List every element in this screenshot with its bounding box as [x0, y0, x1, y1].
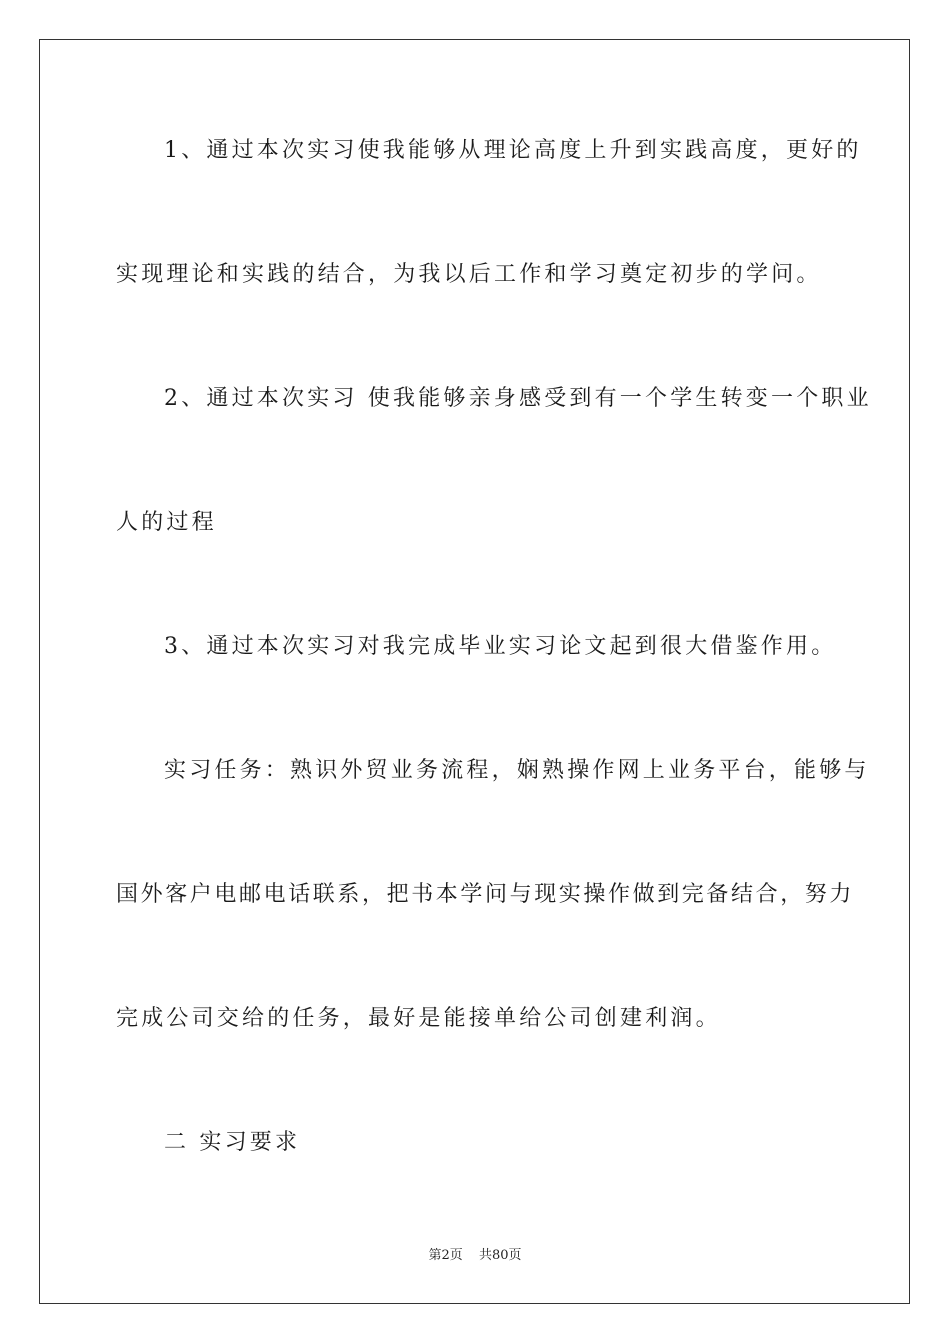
- paragraph-4-line-3: 完成公司交给的任务，最好是能接单给公司创建利润。: [116, 1006, 721, 1031]
- page-footer: [0, 1247, 950, 1265]
- page-total: 共80页: [478, 1248, 522, 1263]
- paragraph-4-line-1: 实习任务：熟识外贸业务流程，娴熟操作网上业务平台，能够与: [164, 758, 870, 783]
- page-border: [39, 39, 910, 1304]
- paragraph-2-line-1: 2、通过本次实习 使我能够亲身感受到有一个学生转变一个职业: [164, 386, 872, 411]
- paragraph-1-line-1: 1、通过本次实习使我能够从理论高度上升到实践高度，更好的: [164, 138, 862, 163]
- paragraph-2-line-2: 人的过程: [116, 510, 217, 535]
- paragraph-4-line-2: 国外客户电邮电话联系，把书本学问与现实操作做到完备结合，努力: [116, 882, 855, 907]
- paragraph-3-line-1: 3、通过本次实习对我完成毕业实习论文起到很大借鉴作用。: [164, 634, 837, 659]
- page-number: 第2页: [428, 1248, 463, 1263]
- section-heading: 二 实习要求: [164, 1130, 301, 1155]
- paragraph-1-line-2: 实现理论和实践的结合，为我以后工作和学习奠定初步的学问。: [116, 262, 822, 287]
